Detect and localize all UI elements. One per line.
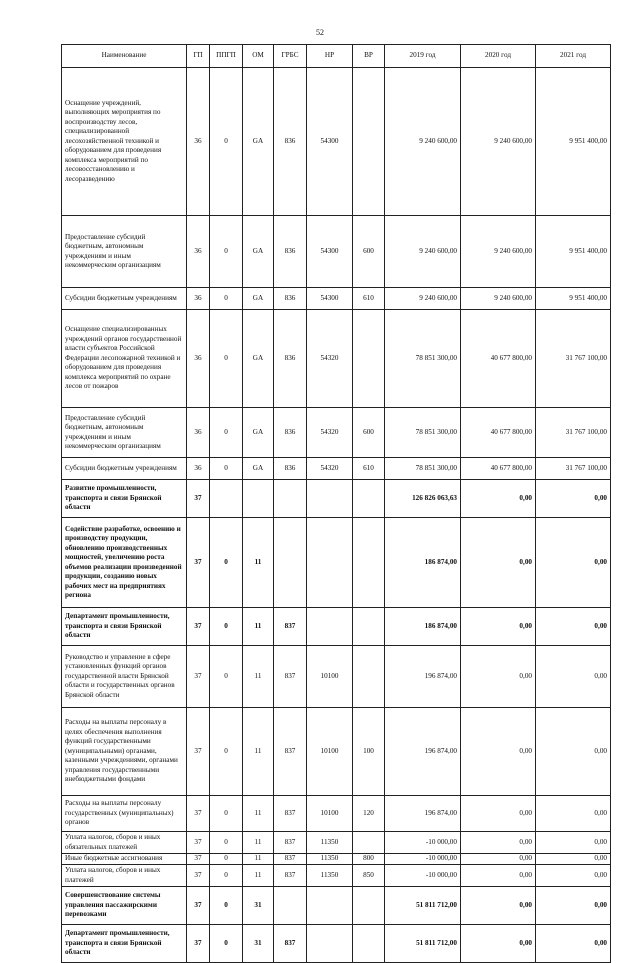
cell-gp: 36	[187, 288, 210, 310]
cell-nr	[307, 887, 353, 925]
cell-vr	[353, 480, 385, 518]
cell-om: GA	[243, 288, 274, 310]
cell-2020: 0,00	[461, 646, 536, 708]
cell-name: Субсидии бюджетным учреждениям	[62, 288, 187, 310]
table-row	[62, 925, 611, 963]
cell-om: 11	[243, 832, 274, 854]
col-header-ppgp: ППГП	[210, 45, 243, 68]
cell-2021: 0,00	[536, 854, 611, 865]
cell-2021: 0,00	[536, 925, 611, 963]
cell-om: GA	[243, 68, 274, 216]
cell-gp: 37	[187, 832, 210, 854]
cell-om: 11	[243, 518, 274, 608]
cell-ppgp	[210, 480, 243, 518]
cell-nr	[307, 480, 353, 518]
table-row	[62, 708, 611, 796]
cell-om: 11	[243, 646, 274, 708]
cell-ppgp: 0	[210, 887, 243, 925]
cell-grbs: 837	[274, 646, 307, 708]
cell-grbs: 836	[274, 68, 307, 216]
cell-gp: 36	[187, 310, 210, 408]
cell-ppgp: 0	[210, 646, 243, 708]
cell-name: Развитие промышленности, транспорта и связи Брянской области	[62, 480, 187, 518]
cell-2021: 0,00	[536, 518, 611, 608]
cell-2021: 0,00	[536, 480, 611, 518]
cell-gp: 36	[187, 408, 210, 458]
cell-nr: 54320	[307, 310, 353, 408]
cell-nr: 10100	[307, 796, 353, 832]
cell-2021: 0,00	[536, 646, 611, 708]
cell-2020: 9 240 600,00	[461, 68, 536, 216]
cell-nr	[307, 608, 353, 646]
cell-2020: 9 240 600,00	[461, 216, 536, 288]
col-header-grbs: ГРБС	[274, 45, 307, 68]
cell-2019: 9 240 600,00	[385, 216, 461, 288]
cell-2020: 0,00	[461, 887, 536, 925]
cell-ppgp: 0	[210, 216, 243, 288]
cell-grbs: 836	[274, 310, 307, 408]
cell-ppgp: 0	[210, 458, 243, 480]
cell-grbs: 837	[274, 608, 307, 646]
cell-grbs: 836	[274, 288, 307, 310]
cell-2021: 9 951 400,00	[536, 68, 611, 216]
cell-name: Расходы на выплаты персоналу в целях обеспечения выполнения функций государственными (муниципальными) органами, казенными учреждениями, органами управления государственными внебюджетными фондами	[62, 708, 187, 796]
cell-nr: 11350	[307, 865, 353, 887]
cell-2020: 40 677 800,00	[461, 408, 536, 458]
cell-nr: 54320	[307, 408, 353, 458]
cell-name: Предоставление субсидий бюджетным, автономным учреждениям и иным некоммерческим организациям	[62, 408, 187, 458]
cell-vr: 600	[353, 408, 385, 458]
col-header-om: ОМ	[243, 45, 274, 68]
cell-nr: 11350	[307, 832, 353, 854]
cell-2020: 0,00	[461, 865, 536, 887]
cell-om: GA	[243, 310, 274, 408]
cell-vr	[353, 832, 385, 854]
cell-2019: 186 874,00	[385, 518, 461, 608]
cell-grbs: 837	[274, 796, 307, 832]
cell-nr: 54300	[307, 288, 353, 310]
cell-2021: 0,00	[536, 708, 611, 796]
cell-vr	[353, 68, 385, 216]
cell-2019: 196 874,00	[385, 708, 461, 796]
cell-2019: 186 874,00	[385, 608, 461, 646]
cell-nr: 10100	[307, 708, 353, 796]
cell-2021: 31 767 100,00	[536, 458, 611, 480]
cell-2021: 31 767 100,00	[536, 310, 611, 408]
cell-2019: 78 851 300,00	[385, 310, 461, 408]
cell-om: 31	[243, 887, 274, 925]
cell-grbs	[274, 480, 307, 518]
table-row	[62, 832, 611, 854]
cell-vr	[353, 646, 385, 708]
cell-vr: 850	[353, 865, 385, 887]
cell-2019: 126 826 063,63	[385, 480, 461, 518]
cell-om: GA	[243, 458, 274, 480]
cell-gp: 37	[187, 854, 210, 865]
table-row	[62, 216, 611, 288]
cell-ppgp: 0	[210, 310, 243, 408]
cell-om: 11	[243, 865, 274, 887]
cell-2020: 0,00	[461, 925, 536, 963]
cell-ppgp: 0	[210, 68, 243, 216]
cell-nr: 11350	[307, 854, 353, 865]
cell-gp: 37	[187, 608, 210, 646]
cell-grbs: 837	[274, 925, 307, 963]
cell-name: Оснащение учреждений, выполняющих мероприятия по воспроизводству лесов, специализированной лесохозяйственной техникой и оборудованием для проведения комплекса мероприятий по лесовосстановлению и лесоразведению	[62, 68, 187, 216]
col-header-2020: 2020 год	[461, 45, 536, 68]
cell-name: Расходы на выплаты персоналу государственных (муниципальных) органов	[62, 796, 187, 832]
cell-om: GA	[243, 216, 274, 288]
cell-2021: 31 767 100,00	[536, 408, 611, 458]
cell-name: Совершенствование системы управления пассажирскими перевозками	[62, 887, 187, 925]
cell-grbs	[274, 518, 307, 608]
cell-gp: 37	[187, 646, 210, 708]
table-row	[62, 608, 611, 646]
cell-om: GA	[243, 408, 274, 458]
cell-nr: 10100	[307, 646, 353, 708]
cell-2020: 0,00	[461, 708, 536, 796]
cell-2019: -10 000,00	[385, 854, 461, 865]
table-row	[62, 480, 611, 518]
cell-ppgp: 0	[210, 796, 243, 832]
cell-2020: 0,00	[461, 832, 536, 854]
page-number: 52	[316, 28, 324, 37]
cell-vr	[353, 608, 385, 646]
cell-vr	[353, 925, 385, 963]
cell-name: Предоставление субсидий бюджетным, автономным учреждениям и иным некоммерческим организациям	[62, 216, 187, 288]
cell-2021: 0,00	[536, 887, 611, 925]
cell-2020: 0,00	[461, 480, 536, 518]
cell-2019: 196 874,00	[385, 646, 461, 708]
cell-vr	[353, 518, 385, 608]
cell-2021: 9 951 400,00	[536, 288, 611, 310]
cell-grbs: 837	[274, 854, 307, 865]
cell-name: Департамент промышленности, транспорта и связи Брянской области	[62, 925, 187, 963]
cell-vr	[353, 310, 385, 408]
cell-ppgp: 0	[210, 865, 243, 887]
cell-name: Уплата налогов, сборов и иных платежей	[62, 865, 187, 887]
cell-ppgp: 0	[210, 288, 243, 310]
cell-gp: 37	[187, 708, 210, 796]
cell-2020: 0,00	[461, 796, 536, 832]
cell-gp: 37	[187, 518, 210, 608]
cell-2021: 0,00	[536, 832, 611, 854]
cell-2019: 196 874,00	[385, 796, 461, 832]
cell-2020: 40 677 800,00	[461, 310, 536, 408]
cell-gp: 37	[187, 796, 210, 832]
cell-gp: 37	[187, 887, 210, 925]
cell-2021: 9 951 400,00	[536, 216, 611, 288]
cell-2019: -10 000,00	[385, 832, 461, 854]
cell-vr: 100	[353, 708, 385, 796]
col-header-gp: ГП	[187, 45, 210, 68]
col-header-name: Наименование	[62, 45, 187, 68]
cell-2019: 51 811 712,00	[385, 887, 461, 925]
cell-ppgp: 0	[210, 518, 243, 608]
budget-table	[61, 44, 611, 963]
table-row	[62, 796, 611, 832]
cell-2021: 0,00	[536, 865, 611, 887]
table-row	[62, 646, 611, 708]
col-header-2019: 2019 год	[385, 45, 461, 68]
cell-om: 11	[243, 854, 274, 865]
cell-name: Субсидии бюджетным учреждениям	[62, 458, 187, 480]
cell-ppgp: 0	[210, 854, 243, 865]
table-row	[62, 458, 611, 480]
cell-2019: 51 811 712,00	[385, 925, 461, 963]
table-row	[62, 865, 611, 887]
cell-2020: 0,00	[461, 518, 536, 608]
cell-ppgp: 0	[210, 408, 243, 458]
cell-2021: 0,00	[536, 608, 611, 646]
table-row	[62, 887, 611, 925]
cell-name: Иные бюджетные ассигнования	[62, 854, 187, 865]
col-header-nr: НР	[307, 45, 353, 68]
cell-gp: 37	[187, 480, 210, 518]
cell-grbs: 837	[274, 832, 307, 854]
cell-grbs: 836	[274, 458, 307, 480]
table-row	[62, 68, 611, 216]
table-row	[62, 408, 611, 458]
cell-gp: 37	[187, 865, 210, 887]
cell-grbs: 837	[274, 708, 307, 796]
cell-grbs: 836	[274, 216, 307, 288]
cell-vr: 600	[353, 216, 385, 288]
cell-om: 11	[243, 796, 274, 832]
table-row	[62, 310, 611, 408]
cell-2019: 9 240 600,00	[385, 68, 461, 216]
table-row	[62, 288, 611, 310]
cell-2019: 9 240 600,00	[385, 288, 461, 310]
cell-name: Уплата налогов, сборов и иных обязательных платежей	[62, 832, 187, 854]
cell-name: Департамент промышленности, транспорта и связи Брянской области	[62, 608, 187, 646]
cell-vr: 610	[353, 458, 385, 480]
cell-gp: 36	[187, 458, 210, 480]
cell-name: Руководство и управление в сфере установленных функций органов государственной власти Брянской области и государственных органов Брянской области	[62, 646, 187, 708]
cell-gp: 37	[187, 925, 210, 963]
table-row	[62, 854, 611, 865]
cell-om	[243, 480, 274, 518]
cell-2019: 78 851 300,00	[385, 458, 461, 480]
cell-ppgp: 0	[210, 925, 243, 963]
cell-name: Содействие разработке, освоению и производству продукции, обновлению производственных мощностей, увеличению роста объемов реализации произведенной продукции, созданию новых рабочих мест на предприятиях региона	[62, 518, 187, 608]
cell-2020: 0,00	[461, 608, 536, 646]
cell-vr: 120	[353, 796, 385, 832]
cell-om: 31	[243, 925, 274, 963]
cell-grbs	[274, 887, 307, 925]
cell-om: 11	[243, 608, 274, 646]
cell-nr	[307, 518, 353, 608]
cell-2020: 40 677 800,00	[461, 458, 536, 480]
cell-vr: 800	[353, 854, 385, 865]
cell-vr	[353, 887, 385, 925]
cell-gp: 36	[187, 68, 210, 216]
col-header-2021: 2021 год	[536, 45, 611, 68]
cell-2021: 0,00	[536, 796, 611, 832]
cell-grbs: 836	[274, 408, 307, 458]
cell-grbs: 837	[274, 865, 307, 887]
cell-2020: 0,00	[461, 854, 536, 865]
cell-vr: 610	[353, 288, 385, 310]
col-header-vr: ВР	[353, 45, 385, 68]
cell-ppgp: 0	[210, 608, 243, 646]
cell-nr: 54300	[307, 68, 353, 216]
cell-om: 11	[243, 708, 274, 796]
cell-2019: 78 851 300,00	[385, 408, 461, 458]
cell-nr: 54320	[307, 458, 353, 480]
table-row	[62, 518, 611, 608]
cell-ppgp: 0	[210, 708, 243, 796]
cell-nr: 54300	[307, 216, 353, 288]
cell-nr	[307, 925, 353, 963]
header-row	[62, 45, 611, 68]
cell-ppgp: 0	[210, 832, 243, 854]
cell-2020: 9 240 600,00	[461, 288, 536, 310]
cell-2019: -10 000,00	[385, 865, 461, 887]
cell-gp: 36	[187, 216, 210, 288]
cell-name: Оснащение специализированных учреждений органов государственной власти субъектов Российской Федерации лесопожарной техникой и оборудованием для проведения комплекса мероприятий по охране лесов от пожаров	[62, 310, 187, 408]
